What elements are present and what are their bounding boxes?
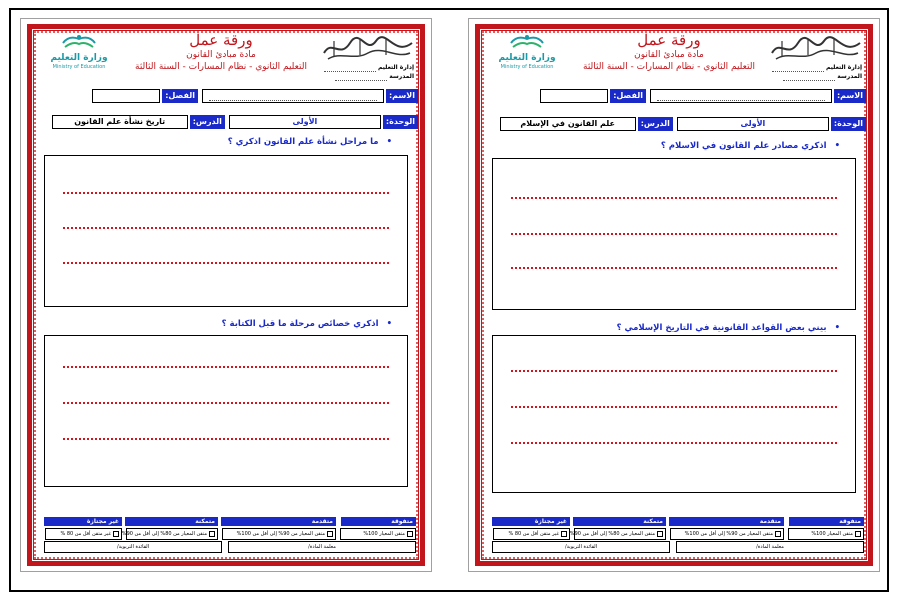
answer-line [511,233,837,235]
student-info-row [34,89,418,103]
bullet-icon: • [386,319,392,329]
sheet-header [34,31,418,81]
question-1 [228,137,392,147]
criterion-excellent[interactable]: متقن المعيار 100% [340,528,416,540]
checkbox-icon[interactable] [561,531,567,537]
student-info-row [482,89,866,103]
evaluation-footer [484,517,864,557]
ministry-logo [482,33,572,77]
school-label: المدرسة [837,73,862,80]
answer-line [511,267,837,269]
title-block [124,31,318,73]
unit-label: الوحدة: [831,117,866,131]
unit-value: الأولى [677,117,829,131]
class-field[interactable] [92,89,160,103]
class-label: الفصل: [610,89,646,103]
track-name: التعليم الثانوي - نظام المسارات - السنة الثالثة [135,62,307,72]
ministry-name-en: Ministry of Education [500,64,554,70]
level-proficient: متمكنة [573,517,666,526]
title-block [572,31,766,73]
answer-box-2[interactable] [492,335,856,493]
criterion-proficient[interactable]: متقن المعيار من 80% إلى أقل من 90% [126,528,218,540]
worksheet-right [468,18,880,572]
question-2 [222,319,392,329]
criterion-excellent[interactable]: متقن المعيار 100% [788,528,864,540]
level-not-passed: غير مجتازة [492,517,570,526]
ministry-logo [34,33,124,77]
name-field[interactable] [202,89,384,103]
checkbox-icon[interactable] [855,531,861,537]
answer-line [511,442,837,444]
question-1-text: اذكري مصادر علم القانون في الاسلام ؟ [660,141,827,151]
class-label: الفصل: [162,89,198,103]
level-advanced: متقدمة [221,517,336,526]
answer-box-1[interactable] [492,158,856,310]
ministry-logo-icon [507,33,547,49]
answer-line [63,227,389,229]
answer-line [63,402,389,404]
sheet-header [482,31,866,81]
criterion-not-passed[interactable]: غير متقن أقل من 80 % [45,528,122,540]
question-2-text: بيني بعض القواعد القانونية في التاريخ الإسلامي ؟ [616,323,827,333]
criterion-advanced[interactable]: متقن المعيار من 90% إلى أقل من 100% [222,528,336,540]
answer-line [63,366,389,368]
bullet-icon: • [834,323,840,333]
answer-line [511,197,837,199]
answer-line [511,406,837,408]
answer-box-2[interactable] [44,335,408,487]
evaluation-footer [36,517,416,557]
checkbox-icon[interactable] [327,531,333,537]
unit-value: الأولى [229,115,381,129]
leader-signature[interactable]: القائدة التربوية/ [492,541,670,553]
level-proficient: متمكنة [125,517,218,526]
school-label: المدرسة [389,73,414,80]
lesson-value: تاريخ نشأة علم القانون [52,115,188,129]
kingdom-emblem-calligraphy [320,33,416,63]
level-advanced: متقدمة [669,517,784,526]
track-name: التعليم الثانوي - نظام المسارات - السنة الثالثة [583,62,755,72]
unit-lesson-row [34,115,418,129]
subject-name: مادة مبادئ القانون [186,50,256,60]
question-2-text: اذكري خصائص مرحلة ما قبل الكتابة ؟ [221,319,379,329]
school-field[interactable] [335,80,387,81]
lesson-value: علم القانون في الإسلام [500,117,636,131]
level-excellent: متفوقة [341,517,416,526]
ministry-logo-icon [59,33,99,49]
answer-box-1[interactable] [44,155,408,307]
checkbox-icon[interactable] [657,531,663,537]
name-field[interactable] [650,89,832,103]
class-field[interactable] [540,89,608,103]
name-label: الاسم: [834,89,866,103]
checkbox-icon[interactable] [209,531,215,537]
checkbox-icon[interactable] [407,531,413,537]
worksheet-left [20,18,432,572]
unit-lesson-row [482,117,866,131]
question-1 [661,141,840,151]
criterion-proficient[interactable]: متقن المعيار من 80% إلى أقل من 90% [574,528,666,540]
checkbox-icon[interactable] [113,531,119,537]
lesson-label: الدرس: [638,117,673,131]
bullet-icon: • [834,141,840,151]
answer-line [63,438,389,440]
answer-line [63,262,389,264]
school-info [772,63,862,81]
lesson-label: الدرس: [190,115,225,129]
education-admin-label: إدارة التعليم [825,64,862,71]
kingdom-emblem-calligraphy [768,33,864,63]
education-admin-label: إدارة التعليم [377,64,414,71]
teacher-signature[interactable]: معلمة المادة/ [228,541,416,553]
ministry-name-en: Ministry of Education [52,64,106,70]
worksheet-title: ورقة عمل [637,31,701,49]
level-not-passed: غير مجتازة [44,517,122,526]
question-2 [617,323,840,333]
bullet-icon: • [386,137,392,147]
criterion-advanced[interactable]: متقن المعيار من 90% إلى أقل من 100% [670,528,784,540]
checkbox-icon[interactable] [775,531,781,537]
ministry-name-ar: وزارة التعليم [50,53,108,63]
teacher-signature[interactable]: معلمة المادة/ [676,541,864,553]
school-field[interactable] [783,80,835,81]
school-info [324,63,414,81]
name-label: الاسم: [386,89,418,103]
unit-label: الوحدة: [383,115,418,129]
answer-line [511,370,837,372]
level-excellent: متفوقة [789,517,864,526]
criterion-not-passed[interactable]: غير متقن أقل من 80 % [493,528,570,540]
ministry-name-ar: وزارة التعليم [498,53,556,63]
answer-line [63,192,389,194]
subject-name: مادة مبادئ القانون [634,50,704,60]
leader-signature[interactable]: القائدة التربوية/ [44,541,222,553]
question-1-text: ما مراحل نشأة علم القانون اذكري ؟ [227,137,379,147]
worksheet-title: ورقة عمل [189,31,253,49]
